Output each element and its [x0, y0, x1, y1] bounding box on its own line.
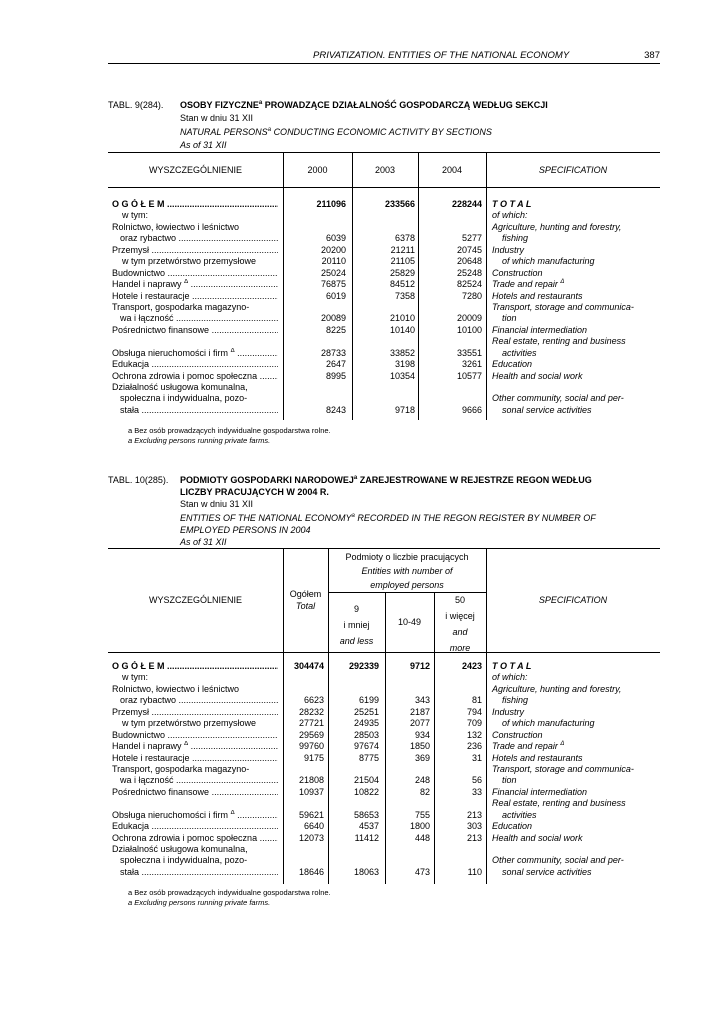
- row-value: 9175: [303, 752, 324, 763]
- table-9-col-label: WYSZCZEGÓLNIENIE: [148, 165, 242, 175]
- row-value: 12073: [298, 832, 324, 843]
- row-value: 21808: [298, 775, 324, 786]
- row-value: 20110: [321, 256, 346, 267]
- running-header-title: PRIVATIZATION. ENTITIES OF THE NATIONAL ECONOMY: [313, 50, 570, 61]
- row-label-pl: Ochrona zdrowia i pomoc społeczna .....: [112, 371, 278, 382]
- row-value: 6378: [394, 233, 415, 244]
- row-label-pl: Ochrona zdrowia i pomoc społeczna .....: [112, 833, 278, 844]
- table-row: [108, 684, 660, 695]
- row-value: 9712: [409, 661, 430, 671]
- row-label-en: Financial intermediation: [492, 786, 588, 797]
- row-value: 3198: [394, 359, 415, 370]
- table-10-number: TABL. 10(285).: [108, 475, 169, 485]
- row-value: 25251: [353, 706, 379, 717]
- row-value: 248: [414, 775, 430, 786]
- row-label-en: Transport, storage and communica-: [492, 763, 634, 774]
- row-value: 11412: [354, 832, 379, 843]
- row-label-pl: społeczna i indywidualna, pozo-: [120, 855, 248, 866]
- table-10-group-en-1: Entities with number of: [361, 566, 453, 576]
- table-10-col-10-49: 10-49: [397, 617, 422, 627]
- row-value: 20009: [456, 313, 482, 324]
- row-value: 7280: [461, 290, 482, 301]
- table-10-col-label: WYSZCZEGÓLNIENIE: [148, 595, 242, 605]
- row-label-en: tion: [502, 313, 517, 324]
- table-9-top-rule: [108, 152, 660, 153]
- row-value: 33: [471, 786, 482, 797]
- row-label-pl: wa i łączność .....: [120, 775, 278, 786]
- row-value: 21504: [353, 775, 379, 786]
- row-label-en: Health and social work: [492, 370, 583, 381]
- table-row: [108, 210, 660, 221]
- row-label-pl: Handel i naprawy $^\Delta$ .....: [112, 741, 278, 752]
- row-label-en: Education: [492, 359, 533, 370]
- table-row: [108, 753, 660, 764]
- table-row: [108, 844, 660, 855]
- table-row: [108, 405, 660, 416]
- row-value: 110: [467, 866, 482, 877]
- row-label-en: T O T A L: [492, 199, 532, 209]
- row-label-en: activities: [502, 809, 537, 820]
- row-label-en: fishing: [502, 695, 529, 706]
- table-10-state-en: As of 31 XII: [180, 537, 227, 547]
- table-9-state-pl: Stan w dniu 31 XII: [180, 113, 254, 123]
- row-label-pl: Edukacja .....: [112, 359, 278, 370]
- row-value: 213: [466, 832, 482, 843]
- row-value: 3261: [461, 359, 482, 370]
- row-label-en: Trade and repair $^\Delta$: [492, 741, 565, 752]
- row-label-pl: Budownictwo .....: [112, 730, 278, 741]
- header-rule: [108, 63, 660, 64]
- row-value: 6623: [303, 695, 324, 706]
- table-row: [108, 325, 660, 336]
- row-value: 303: [466, 821, 482, 832]
- row-label-pl: Handel i naprawy $^\Delta$ .....: [112, 279, 278, 290]
- row-value: 28503: [353, 729, 379, 740]
- row-value: 448: [414, 832, 430, 843]
- row-value: 76875: [320, 279, 346, 290]
- row-label-pl: Budownictwo .....: [112, 268, 278, 279]
- table-row: [108, 348, 660, 359]
- table-9-body: [108, 199, 660, 416]
- table-10-body: [108, 661, 660, 878]
- table-10-footnote-pl: a Bez osób prowadzących indywidualne gospodarstwa rolne.: [128, 888, 331, 897]
- table-row: [108, 661, 660, 672]
- row-value: 8775: [358, 752, 379, 763]
- row-value: 233566: [384, 199, 415, 209]
- row-value: 59621: [298, 809, 324, 820]
- row-value: 6640: [303, 821, 324, 832]
- table-row: [108, 245, 660, 256]
- row-value: 10937: [298, 786, 324, 797]
- row-value: 369: [414, 752, 430, 763]
- row-value: 304474: [293, 661, 324, 671]
- row-label-pl: Transport, gospodarka magazyno-: [112, 763, 250, 774]
- row-value: 20648: [456, 256, 482, 267]
- table-10-title-pl: PODMIOTY GOSPODARKI NARODOWEJ$^a$ ZAREJESTROWANE W REJESTRZE REGON WEDŁUG: [180, 475, 592, 485]
- table-row: [108, 810, 660, 821]
- row-label-pl: Przemysł .....: [112, 245, 278, 256]
- row-value: 20745: [456, 244, 482, 255]
- row-value: 132: [466, 729, 482, 740]
- row-value: 2423: [461, 661, 482, 671]
- table-row: [108, 268, 660, 279]
- row-label-pl: O G Ó Ł E M .....: [112, 661, 278, 672]
- table-row: [108, 222, 660, 233]
- row-label-pl: Rolnictwo, łowiectwo i leśnictwo: [112, 221, 240, 232]
- row-label-en: Other community, social and per-: [492, 393, 624, 404]
- row-label-pl: Działalność usługowa komunalna,: [112, 382, 248, 392]
- row-value: 8225: [325, 324, 346, 335]
- row-value: 18063: [353, 866, 379, 877]
- row-value: 84512: [389, 279, 415, 290]
- row-value: 18646: [298, 866, 324, 877]
- row-value: 8243: [325, 404, 346, 415]
- row-label-en: activities: [502, 347, 537, 358]
- row-label-en: Construction: [492, 267, 543, 278]
- row-label-pl: Edukacja .....: [112, 821, 278, 832]
- row-label-pl: Hotele i restauracje .....: [112, 753, 278, 764]
- row-value: 25248: [456, 267, 482, 278]
- row-label-pl: w tym przetwórstwo przemysłowe: [122, 256, 257, 267]
- table-10-col-50-more: 50 i więcej and more: [445, 595, 475, 653]
- row-value: 31: [471, 752, 482, 763]
- row-label-pl: wa i łączność .....: [120, 313, 278, 324]
- row-label-pl: O G Ó Ł E M .....: [112, 199, 278, 210]
- row-value: 2187: [409, 706, 430, 717]
- row-label-en: Hotels and restaurants: [492, 752, 583, 763]
- table-10-footnote-en: a Excluding persons running private farms.: [128, 898, 271, 907]
- row-label-en: sonal service activities: [502, 404, 592, 415]
- table-row: [108, 256, 660, 267]
- table-row: [108, 302, 660, 313]
- table-10-group-pl: Podmioty o liczbie pracujących: [345, 552, 469, 562]
- row-value: 6039: [325, 233, 346, 244]
- row-label-en: Trade and repair $^\Delta$: [492, 279, 565, 290]
- row-value: 9666: [461, 404, 482, 415]
- row-value: 211096: [316, 199, 346, 209]
- table-row: [108, 199, 660, 210]
- row-label-en: tion: [502, 775, 517, 786]
- table-10-header-rule: [108, 652, 660, 653]
- table-10-col-total-en: Total: [295, 601, 316, 611]
- row-value: 934: [414, 729, 430, 740]
- table-9-col-2003: 2003: [374, 165, 396, 175]
- row-value: 10577: [456, 370, 482, 381]
- table-10-col-9-less: 9 i mniej and less: [339, 604, 374, 646]
- table-row: [108, 313, 660, 324]
- table-9-state-en: As of 31 XII: [180, 140, 227, 150]
- row-value: 794: [466, 706, 482, 717]
- table-row: [108, 775, 660, 786]
- row-value: 21010: [389, 313, 415, 324]
- row-label-en: T O T A L: [492, 661, 532, 671]
- table-row: [108, 741, 660, 752]
- table-10-state-pl: Stan w dniu 31 XII: [180, 499, 254, 509]
- row-value: 10354: [389, 370, 415, 381]
- row-value: 5277: [461, 233, 482, 244]
- row-value: 20200: [320, 244, 346, 255]
- row-value: 1850: [409, 741, 430, 752]
- table-row: [108, 371, 660, 382]
- table-row: [108, 867, 660, 878]
- row-label-pl: stała .....: [120, 405, 278, 416]
- row-label-en: of which manufacturing: [502, 256, 595, 267]
- table-9-footnote-en: a Excluding persons running private farms.: [128, 436, 271, 445]
- row-value: 21105: [390, 256, 415, 267]
- row-label-pl: w tym przetwórstwo przemysłowe: [122, 718, 257, 729]
- row-label-pl: Pośrednictwo finansowe .....: [112, 787, 278, 798]
- row-label-en: Real estate, renting and business: [492, 798, 626, 809]
- table-row: [108, 233, 660, 244]
- row-value: 213: [466, 809, 482, 820]
- row-label-en: of which:: [492, 672, 528, 683]
- table-9-col-spec: SPECIFICATION: [538, 165, 608, 175]
- row-label-pl: Działalność usługowa komunalna,: [112, 844, 248, 854]
- row-value: 343: [414, 695, 430, 706]
- row-value: 709: [466, 718, 482, 729]
- row-value: 10140: [389, 324, 415, 335]
- row-value: 1800: [409, 821, 430, 832]
- table-10-col-spec: SPECIFICATION: [538, 595, 608, 605]
- row-value: 82: [419, 786, 430, 797]
- table-row: [108, 764, 660, 775]
- row-label-en: Construction: [492, 729, 543, 740]
- table-10-col-total-pl: Ogółem: [289, 589, 322, 599]
- table-row: [108, 707, 660, 718]
- page-number: 387: [644, 50, 660, 61]
- row-label-pl: w tym:: [122, 210, 148, 221]
- row-label-en: Real estate, renting and business: [492, 336, 626, 347]
- table-9-title-pl: OSOBY FIZYCZNE$^a$ PROWADZĄCE DZIAŁALNOŚĆ GOSPODARCZĄ WEDŁUG SEKCJI: [180, 100, 548, 110]
- row-value: 24935: [353, 718, 379, 729]
- table-row: [108, 787, 660, 798]
- row-value: 20089: [320, 313, 346, 324]
- table-9-col-2000: 2000: [307, 165, 328, 175]
- row-label-en: Health and social work: [492, 832, 583, 843]
- row-label-pl: Hotele i restauracje .....: [112, 291, 278, 302]
- row-value: 6019: [325, 290, 346, 301]
- row-label-pl: Obsługa nieruchomości i firm $^\Delta$ .....: [112, 810, 278, 821]
- row-value: 82524: [456, 279, 482, 290]
- table-row: [108, 393, 660, 404]
- table-10-group-en-2: employed persons: [370, 580, 444, 590]
- row-value: 10100: [456, 324, 482, 335]
- running-header: [108, 50, 660, 64]
- row-label-pl: oraz rybactwo .....: [120, 233, 278, 244]
- row-value: 28232: [298, 706, 324, 717]
- table-9-footnote-pl: a Bez osób prowadzących indywidualne gospodarstwa rolne.: [128, 426, 331, 435]
- table-10-title-en: ENTITIES OF THE NATIONAL ECONOMY$^a$ RECORDED IN THE REGON REGISTER BY NUMBER OF: [180, 513, 596, 523]
- row-label-en: sonal service activities: [502, 866, 592, 877]
- row-value: 99760: [298, 741, 324, 752]
- row-label-en: fishing: [502, 233, 529, 244]
- row-value: 2647: [325, 359, 346, 370]
- table-9-number: TABL. 9(284).: [108, 100, 164, 110]
- row-label-en: Agriculture, hunting and forestry,: [492, 683, 622, 694]
- row-label-pl: w tym:: [122, 672, 148, 683]
- table-row: [108, 730, 660, 741]
- row-label-en: Industry: [492, 706, 525, 717]
- table-row: [108, 821, 660, 832]
- row-label-en: Financial intermediation: [492, 324, 588, 335]
- row-label-en: of which:: [492, 210, 528, 221]
- row-value: 755: [414, 809, 430, 820]
- row-label-en: Agriculture, hunting and forestry,: [492, 221, 622, 232]
- row-label-en: of which manufacturing: [502, 718, 595, 729]
- row-label-en: Education: [492, 821, 533, 832]
- table-10-top-rule: [108, 548, 660, 549]
- row-label-en: Transport, storage and communica-: [492, 301, 634, 312]
- row-value: 8995: [325, 370, 346, 381]
- table-row: [108, 833, 660, 844]
- table-row: [108, 382, 660, 393]
- row-value: 2077: [409, 718, 430, 729]
- table-9-col-2004: 2004: [441, 165, 463, 175]
- table-row: [108, 336, 660, 347]
- table-row: [108, 855, 660, 866]
- table-row: [108, 291, 660, 302]
- row-label-pl: Transport, gospodarka magazyno-: [112, 301, 250, 312]
- table-9-header-rule: [108, 187, 660, 188]
- row-value: 473: [414, 866, 430, 877]
- table-row: [108, 718, 660, 729]
- row-value: 6199: [358, 695, 379, 706]
- row-label-en: Hotels and restaurants: [492, 290, 583, 301]
- row-value: 33852: [389, 347, 415, 358]
- row-value: 29569: [298, 729, 324, 740]
- row-label-pl: stała .....: [120, 867, 278, 878]
- row-value: 292339: [348, 661, 379, 671]
- row-label-pl: oraz rybactwo .....: [120, 695, 278, 706]
- row-value: 56: [471, 775, 482, 786]
- row-value: 28733: [320, 347, 346, 358]
- row-value: 10822: [353, 786, 379, 797]
- table-row: [108, 695, 660, 706]
- row-value: 25024: [320, 267, 346, 278]
- table-row: [108, 359, 660, 370]
- row-value: 25829: [389, 267, 415, 278]
- row-value: 27721: [298, 718, 324, 729]
- row-label-pl: Pośrednictwo finansowe .....: [112, 325, 278, 336]
- table-10-title-en-2: EMPLOYED PERSONS IN 2004: [180, 525, 311, 535]
- row-label-pl: społeczna i indywidualna, pozo-: [120, 393, 248, 404]
- row-value: 228244: [451, 199, 482, 209]
- row-value: 33551: [456, 347, 482, 358]
- row-value: 236: [466, 741, 482, 752]
- row-label-pl: Rolnictwo, łowiectwo i leśnictwo: [112, 683, 240, 694]
- row-value: 58653: [353, 809, 379, 820]
- row-value: 21211: [390, 244, 415, 255]
- table-9-title-en: NATURAL PERSONS$^a$ CONDUCTING ECONOMIC ACTIVITY BY SECTIONS: [180, 127, 492, 137]
- row-value: 97674: [353, 741, 379, 752]
- row-value: 9718: [394, 404, 415, 415]
- table-row: [108, 798, 660, 809]
- row-value: 81: [471, 695, 482, 706]
- row-label-pl: Obsługa nieruchomości i firm $^\Delta$ .....: [112, 348, 278, 359]
- table-10-title-pl-2: LICZBY PRACUJĄCYCH W 2004 R.: [180, 487, 329, 497]
- table-row: [108, 672, 660, 683]
- row-label-en: Other community, social and per-: [492, 855, 624, 866]
- table-row: [108, 279, 660, 290]
- row-value: 7358: [394, 290, 415, 301]
- row-value: 4537: [358, 821, 379, 832]
- row-label-pl: Przemysł .....: [112, 707, 278, 718]
- row-label-en: Industry: [492, 244, 525, 255]
